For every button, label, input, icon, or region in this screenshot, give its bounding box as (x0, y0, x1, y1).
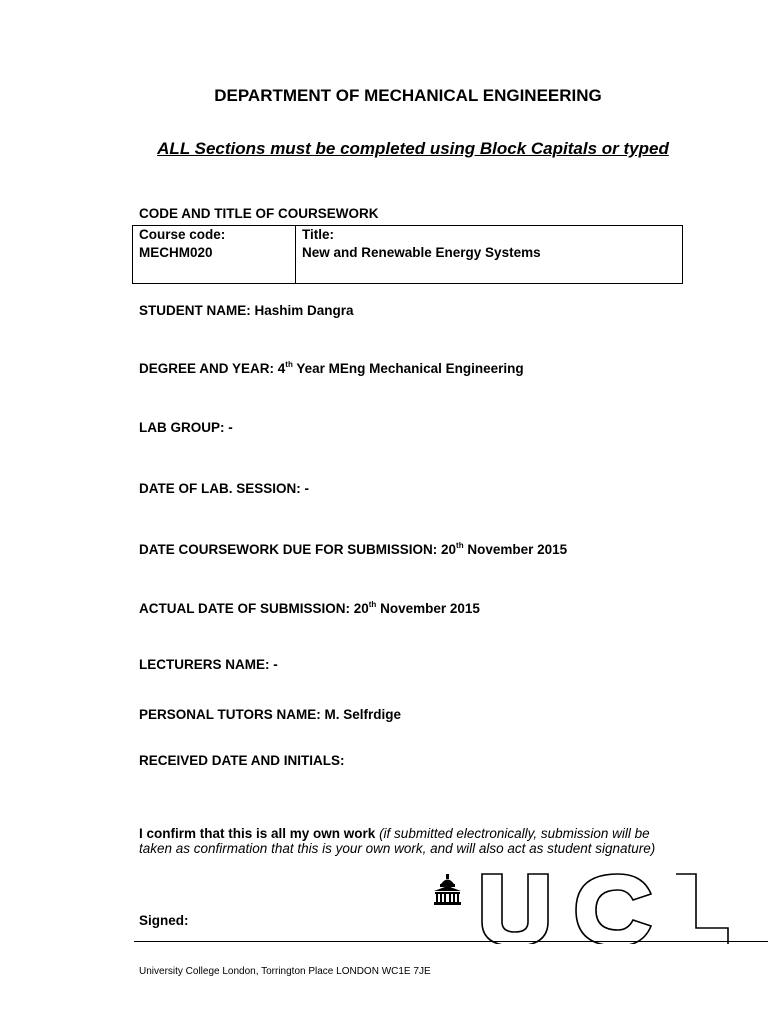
lecturer-field: LECTURERS NAME: - (139, 657, 278, 672)
course-title-value: New and Renewable Energy Systems (302, 245, 541, 260)
ucl-logo-graphic (432, 870, 768, 944)
degree-prefix: DEGREE AND YEAR: 4 (139, 361, 286, 376)
table-divider (295, 226, 296, 283)
footer-address: University College London, Torrington Place LONDON WC1E 7JE (139, 966, 431, 977)
confirmation-note: (if submitted electronically, submission will be taken as confirmation that this is your own work, and will also act as student signature) (139, 826, 656, 856)
due-prefix: DATE COURSEWORK DUE FOR SUBMISSION: 20 (139, 542, 457, 557)
degree-suffix: Year MEng Mechanical Engineering (292, 361, 524, 376)
actual-ordinal: th (368, 600, 377, 609)
degree-year-field (139, 360, 524, 376)
signature-line (134, 941, 768, 942)
instruction-text: ALL Sections must be completed using Block Capitals or typed (157, 139, 669, 158)
degree-ordinal: th (285, 360, 293, 369)
due-ordinal: th (456, 541, 464, 550)
lab-session-field: DATE OF LAB. SESSION: - (139, 481, 310, 496)
course-title-label: Title: (302, 227, 335, 242)
ucl-letters (482, 874, 728, 944)
due-suffix: November 2015 (463, 542, 568, 557)
coursework-table (132, 225, 683, 284)
course-code-value: MECHM020 (139, 245, 213, 260)
actual-date-field (139, 600, 480, 616)
course-code-label: Course code: (139, 227, 226, 242)
actual-prefix: ACTUAL DATE OF SUBMISSION: 20 (139, 601, 369, 616)
tutor-field: PERSONAL TUTORS NAME: M. Selfrdige (139, 707, 402, 722)
due-date-field (139, 541, 567, 557)
confirmation-paragraph (139, 826, 679, 856)
signed-label: Signed: (139, 913, 189, 928)
confirmation-statement: I confirm that this is all my own work (139, 826, 376, 841)
actual-suffix: November 2015 (376, 601, 480, 616)
coursework-heading: CODE AND TITLE OF COURSEWORK (139, 206, 379, 221)
department-title: DEPARTMENT OF MECHANICAL ENGINEERING (214, 86, 602, 105)
portico-icon (434, 874, 461, 905)
ucl-logo (432, 870, 768, 949)
lab-group-field: LAB GROUP: - (139, 420, 233, 435)
received-field: RECEIVED DATE AND INITIALS: (139, 753, 345, 768)
student-name-field: STUDENT NAME: Hashim Dangra (139, 303, 354, 318)
ucl-logo-text: UCL (432, 870, 435, 871)
